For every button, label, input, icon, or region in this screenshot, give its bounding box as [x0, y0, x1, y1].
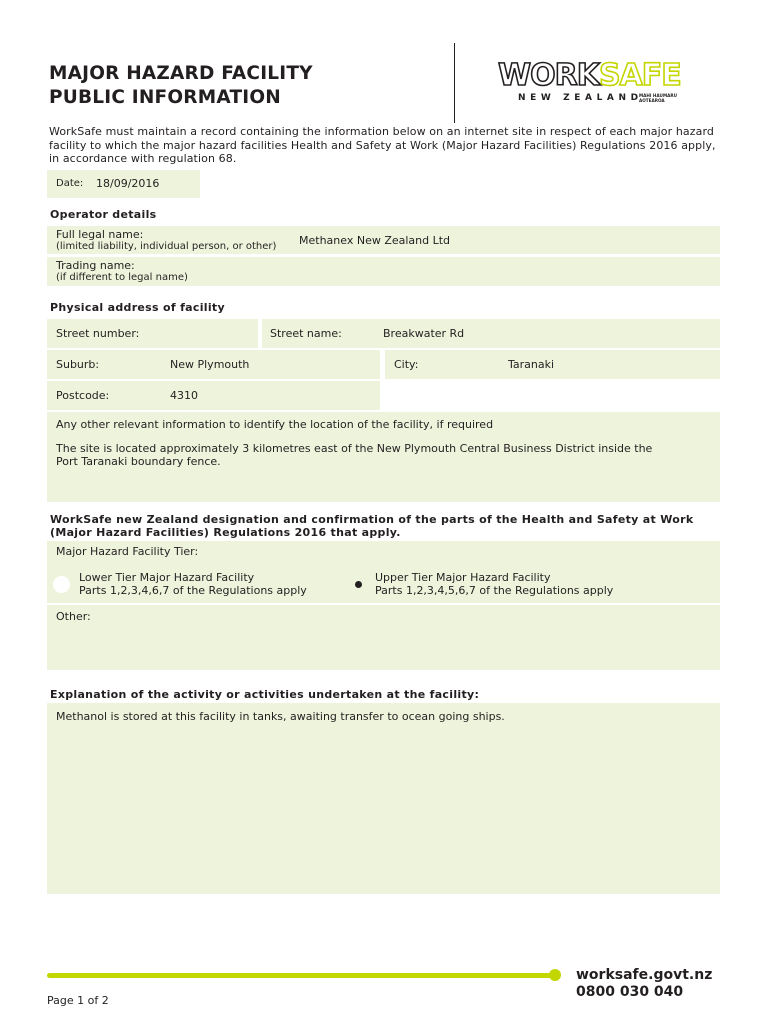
lower-tier-label: Lower Tier Major Hazard Facility: [79, 571, 255, 584]
street-name-label: Street name:: [270, 327, 342, 340]
city-label: City:: [394, 358, 419, 371]
street-number-field[interactable]: [47, 319, 258, 348]
intro-text: WorkSafe must maintain a record containing the information below on an internet site in respect of each major hazard facility to which the major hazard facilities Health and Safety at Work (Major Hazard Facilities) Regulations 2016 apply, in accordance with regulation 68.: [49, 125, 716, 166]
address-heading: Physical address of facility: [50, 301, 225, 314]
footer-url[interactable]: worksafe.govt.nz: [576, 967, 713, 983]
postcode-label: Postcode:: [56, 389, 110, 402]
lower-tier-parts: Parts 1,2,3,4,6,7 of the Regulations apply: [79, 584, 307, 597]
logo-country: NEW ZEALAND: [518, 93, 643, 103]
worksafe-logo: [498, 60, 703, 105]
tier-label: Major Hazard Facility Tier:: [56, 545, 199, 558]
other-info-field[interactable]: [47, 412, 720, 502]
tier-field: [47, 541, 720, 603]
postcode-field[interactable]: [47, 381, 380, 410]
logo-maori: MAHI HAUMARU AOTEAROA: [639, 93, 677, 103]
upper-tier-label: Upper Tier Major Hazard Facility: [375, 571, 551, 584]
other-label: Other:: [56, 610, 91, 623]
page-title-line2: PUBLIC INFORMATION: [49, 87, 281, 108]
logo-wordmark: WORKSAFE: [498, 58, 681, 93]
suburb-value: New Plymouth: [170, 358, 250, 371]
header-divider: [454, 43, 455, 123]
other-info-line2: Port Taranaki boundary fence.: [56, 455, 221, 468]
upper-tier-radio[interactable]: [355, 581, 362, 588]
other-info-label: Any other relevant information to identify the location of the facility, if required: [56, 418, 494, 431]
activity-text: Methanol is stored at this facility in tanks, awaiting transfer to ocean going ships.: [56, 710, 505, 723]
suburb-label: Suburb:: [56, 358, 100, 371]
street-name-field[interactable]: [262, 319, 720, 348]
street-number-label: Street number:: [56, 327, 140, 340]
legal-name-value: Methanex New Zealand Ltd: [299, 234, 451, 247]
designation-heading: WorkSafe new Zealand designation and confirmation of the parts of the Health and Safety at Work (Major Hazard Facilities) Regulations 2016 that apply.: [50, 513, 694, 539]
other-field[interactable]: [47, 605, 720, 670]
date-value: 18/09/2016: [96, 177, 160, 190]
city-field[interactable]: [385, 350, 720, 379]
legal-name-hint: (limited liability, individual person, or other): [56, 241, 277, 252]
activity-field[interactable]: [47, 703, 720, 894]
street-name-value: Breakwater Rd: [383, 327, 465, 340]
lower-tier-radio[interactable]: [53, 576, 70, 593]
footer-dot: [549, 969, 561, 981]
upper-tier-parts: Parts 1,2,3,4,5,6,7 of the Regulations apply: [375, 584, 614, 597]
trading-name-hint: (if different to legal name): [56, 272, 188, 283]
activity-heading: Explanation of the activity or activities undertaken at the facility:: [50, 688, 480, 701]
trading-name-field[interactable]: [47, 257, 720, 286]
legal-name-field[interactable]: [47, 226, 720, 254]
date-label: Date:: [56, 178, 84, 189]
city-value: Taranaki: [508, 358, 555, 371]
operator-heading: Operator details: [50, 208, 157, 221]
footer-bar: [47, 973, 556, 978]
page-number: Page 1 of 2: [47, 994, 109, 1007]
trading-name-label: Trading name:: [56, 259, 135, 272]
other-info-line1: The site is located approximately 3 kilometres east of the New Plymouth Central Business District inside the: [56, 442, 653, 455]
footer-phone: 0800 030 040: [576, 984, 684, 1000]
postcode-value: 4310: [170, 389, 198, 402]
legal-name-label: Full legal name:: [56, 228, 144, 241]
date-field[interactable]: [47, 170, 200, 198]
page-title-line1: MAJOR HAZARD FACILITY: [49, 63, 313, 84]
page-title: [49, 62, 313, 110]
suburb-field[interactable]: [47, 350, 380, 379]
